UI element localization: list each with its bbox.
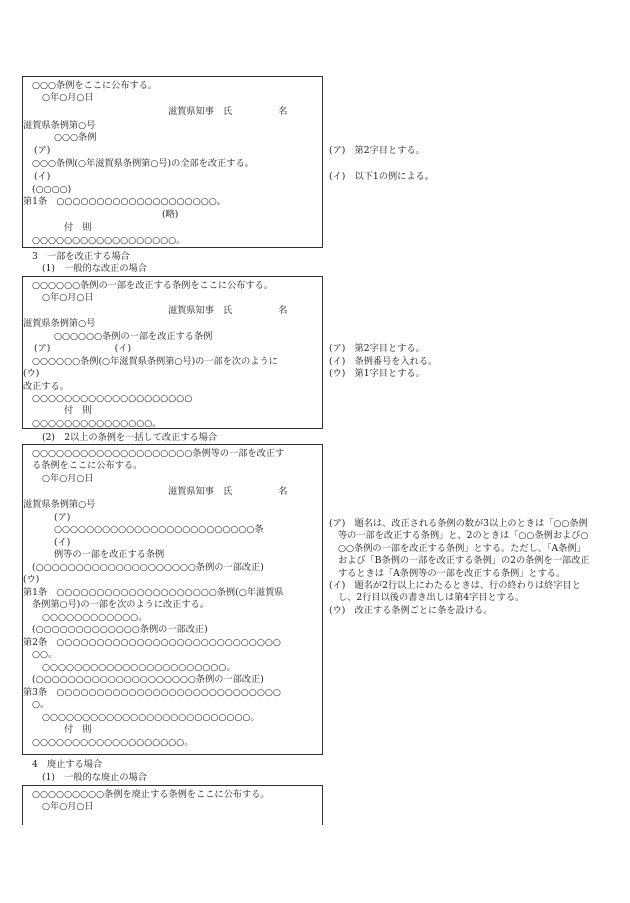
note-text: および「B条例の一部を改正する条例」の2の条例を一部改正 [338,555,590,566]
box-text: ○○○○○○○○○○○○○○○○○○○○条例等の一部を改正す [32,448,285,459]
box-text: ○年○月○日 [42,801,94,812]
box-text: 改正する。 [23,381,69,392]
box-text: (ウ) [23,368,40,379]
box-text: 滋賀県条例第○号 [23,318,96,329]
box-text: ○○○条例をここに公布する。 [32,80,158,91]
box-text: 滋賀県条例第○号 [23,120,96,131]
note-text: (イ) 題名が2行以上にわたるときは、行の終わりは終字目と [329,580,581,591]
note-text: するときは「A条例等の一部を改正する条例」とする。 [338,568,566,579]
box-text: 付 則 [64,724,92,735]
box-text: 付 則 [64,405,92,416]
box-text: ○○○○○○条例の一部を改正する条例をここに公布する。 [32,280,274,291]
note-text: し、2行目以後の書き出しは第4字目とする。 [338,592,525,603]
box-text: 条例第○号)の一部を次のように改正する。 [32,599,209,610]
box-text: 第3条 ○○○○○○○○○○○○○○○○○○○○○○○○○○○○ [23,687,281,698]
box-text: ○○○○○○○○○○○○○○○○○○○○○○○○○条 [54,524,264,535]
box-text: 例等の一部を改正する条例 [54,549,165,560]
box-text: 付 則 [64,222,92,233]
box-text: ○○○○○○○○○○○○○○○○○○。 [32,235,186,246]
section-heading: 4 廃止する場合 [32,759,103,770]
box-text: ○年○月○日 [42,92,94,103]
box-text: (ア) (イ) [34,343,132,354]
box-text: ○○○○○○条例(○年滋賀県条例第○号)の一部を次のように [32,356,278,367]
box-text: 第1条 ○○○○○○○○○○○○○○○○○○○○。 [23,196,226,207]
box-text: (ア) [54,512,71,523]
box-text: ○○○○○○○○○○○○○○○○○○○○ [32,393,193,404]
box-text: 第2条 ○○○○○○○○○○○○○○○○○○○○○○○○○○○○ [23,637,281,648]
note-text: 等の一部を改正する条例」と、2のときは「○○条例および○ [338,530,589,541]
box-text: (○○○○○○○○○○○○○○○○○○○○条例の一部改正) [32,674,264,685]
box-text: 滋賀県知事 氏 名 [168,106,288,117]
note-text: (ア) 第2字目とする。 [329,145,425,156]
box-text: (ア) [34,145,51,156]
box-text: ○年○月○日 [42,292,94,303]
note-text: (イ) 以下1の例による。 [329,171,434,182]
box-text: ○○○○○○○○○○○○。 [42,612,148,623]
box-text: ○○○○○○○○○○○○○○○○○○○○○○○○○○。 [42,712,260,723]
note-text: (イ) 条例番号を入れる。 [329,356,438,367]
box-text: (○○○○○○○○○○○○○○○○○○○○条例の一部改正) [32,562,264,573]
box-text: (略) [162,209,179,220]
box-text: 滋賀県条例第○号 [23,499,96,510]
note-text: (ア) 題名は、改正される条例の数が3以上のときは「○○条例 [329,518,588,529]
box-text: ○○○○○○条例の一部を改正する条例 [54,331,213,342]
box-text: 滋賀県知事 氏 名 [168,305,288,316]
section-heading: 3 一部を改正する場合 [32,251,130,262]
subsection-heading: (2) 2以上の条例を一括して改正する場合 [42,432,218,443]
box-text: ○○○条例 [54,132,97,143]
box-text: (○○○○) [32,184,72,195]
subsection-heading: (1) 一般的な改正の場合 [42,263,147,274]
box-text: (イ) [54,537,71,548]
note-text: (ウ) 第1字目とする。 [329,368,425,379]
box-text: ○○○○○○○○○○○○○○○。 [32,418,162,429]
box-text: ○○○○○○○○○○○○○○○○○○○○○○○。 [42,662,236,673]
box-text: ○年○月○日 [42,473,94,484]
box-text: ○○○条例(○年滋賀県条例第○号)の全部を改正する。 [32,158,254,169]
box-text: ○○○○○○○○○条例を廃止する条例をここに公布する。 [32,789,270,800]
box-text: 第1条 ○○○○○○○○○○○○○○○○○○○○条例(○年滋賀県 [23,587,284,598]
subsection-heading: (1) 一般的な廃止の場合 [42,772,147,783]
note-text: ○○条例の一部を改正する条例」とする。ただし、「A条例」 [338,543,586,554]
box-text: (ウ) [23,574,40,585]
box-text: ○○。 [32,649,58,660]
box-text: ○。 [32,699,50,710]
box-text: 滋賀県知事 氏 名 [168,486,288,497]
box-text: る条例をここに公布する。 [32,460,143,471]
note-text: (ア) 第2字目とする。 [329,343,425,354]
box-text: ○○○○○○○○○○○○○○○○○○○。 [32,737,194,748]
note-text: (ウ) 改正する条例ごとに条を設ける。 [329,605,493,616]
box-text: (イ) [34,171,51,182]
box-text: (○○○○○○○○○○○○○条例の一部改正) [32,624,208,635]
